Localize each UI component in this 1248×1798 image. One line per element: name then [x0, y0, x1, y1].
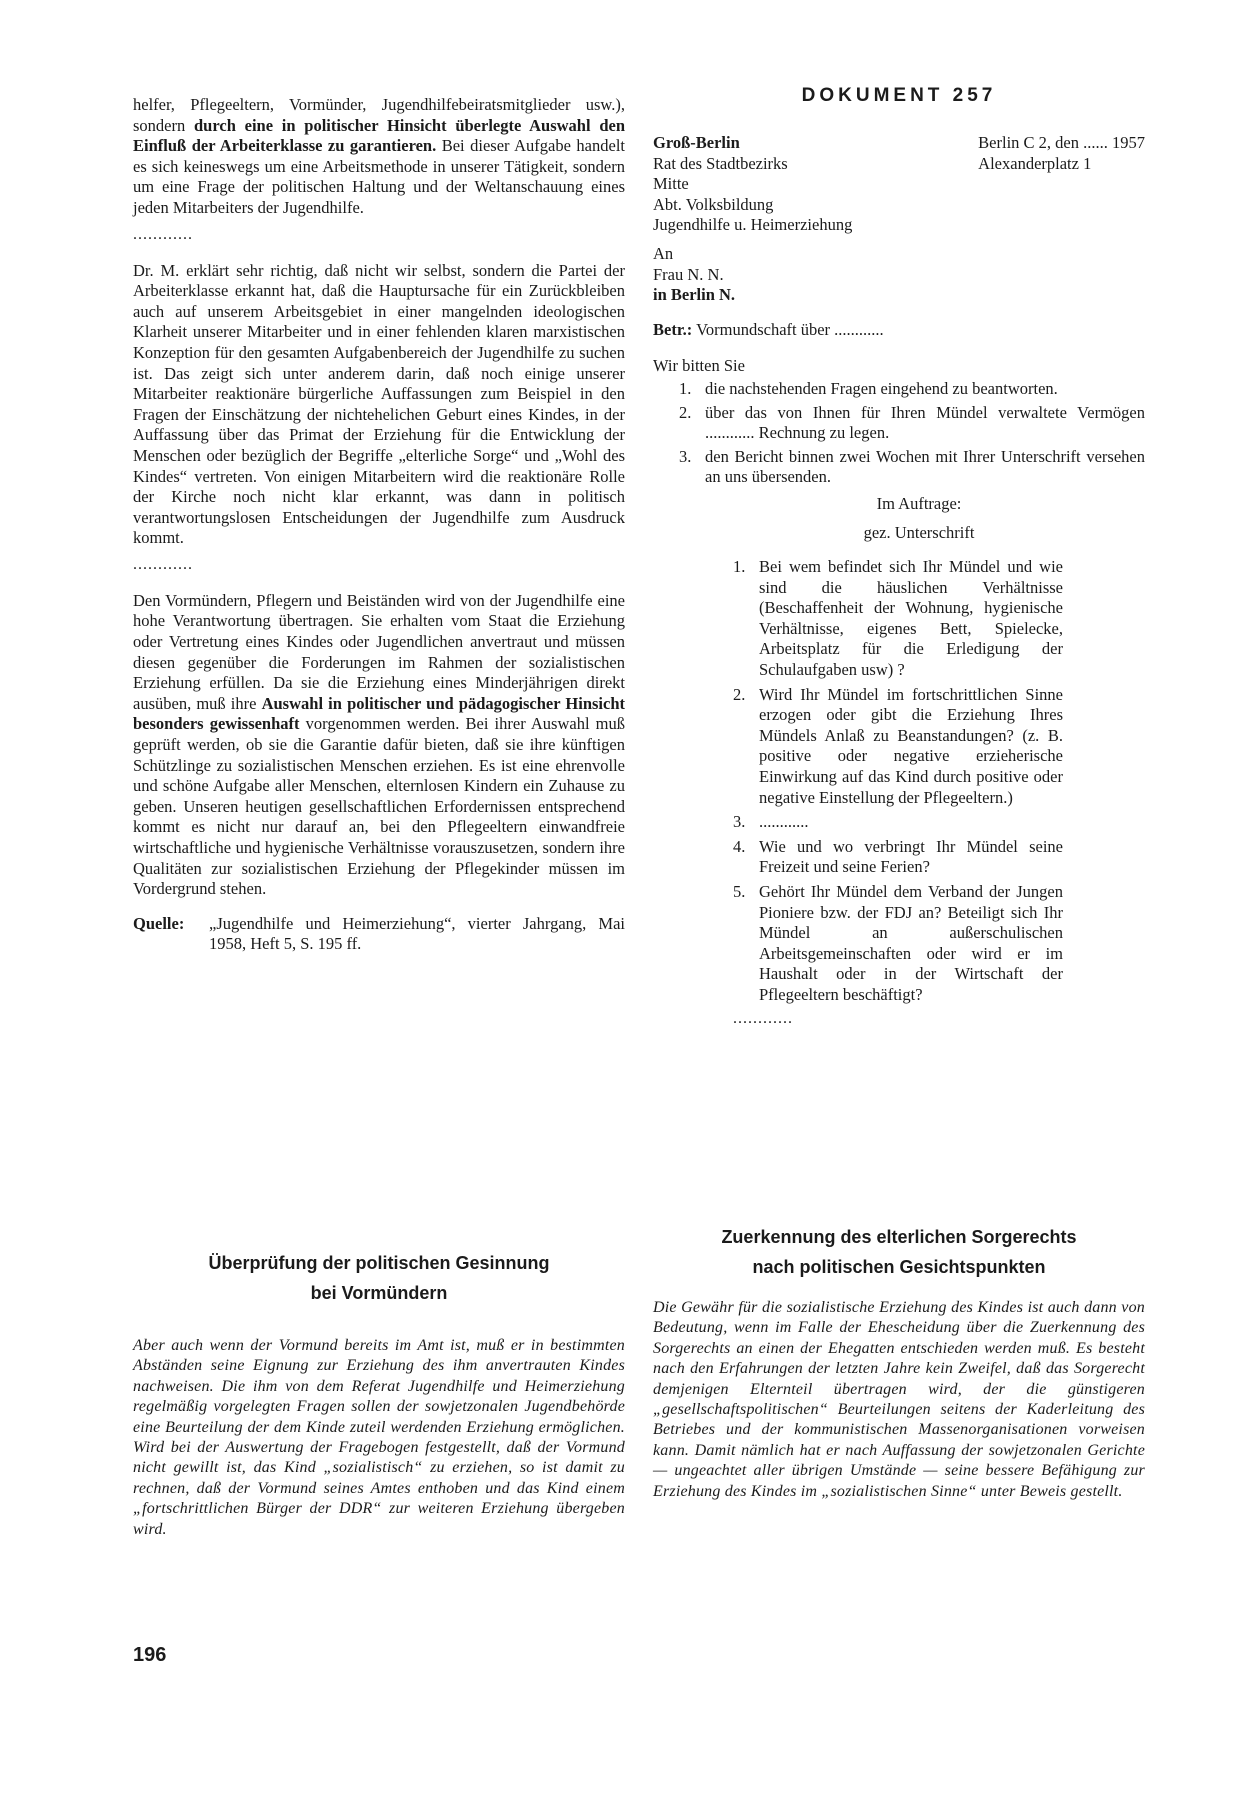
- signature-line: gez. Unterschrift: [863, 522, 975, 542]
- italic-commentary: Die Gewähr für die sozialistische Erziehung des Kindes ist auch dann von Bedeutung, wenn im Falle der Ehescheidung über die Zuerkennung des Sorgerechts an einen der Ehegatten entschieden werden muß. Es besteht nach den Erfahrungen der letzten Jahre kein Zweifel, daß das Sorgerecht demjenigen Elternteil übertragen wird, der die günstigeren „gesellschaftspolitischen“ Beurteilungen seitens der Kaderleitung des Betriebes und der kommunistischen Massenorganisationen vorweisen kann. Damit nämlich hat er nach Auffassung der sowjetzonalen Gerichte — ungeachtet aller übrigen Umstände — seine bessere Befähigung zur Erziehung des Kindes im „sozialistischen Sinne“ unter Beweis gestellt.: [653, 1299, 1145, 1500]
- left-column: [133, 95, 625, 955]
- on-behalf-line: Im Auftrage:: [876, 493, 962, 513]
- list-item: 5. Gehört Ihr Mündel dem Verband der Jungen Pioniere bzw. der FDJ an? Beteiligt sich Ihr Mündel an außerschulischen Arbeitsgemeinschaften oder wird er im Haushalt oder in der Wirtschaft der Pflegeeltern beschäftigt?: [733, 882, 1063, 1004]
- right-column: [653, 85, 1145, 1028]
- ellipsis-divider: ............: [133, 225, 193, 243]
- section-heading: Zuerkennung des elterlichen Sorgerechts nach politischen Gesichtspunkten: [721, 1227, 1077, 1277]
- subject-line: Betr.: Vormundschaft über ............: [653, 319, 884, 339]
- ellipsis-divider: ............: [133, 555, 193, 573]
- recipient-block: An Frau N. N. in Berlin N.: [653, 243, 736, 305]
- right-section: [653, 1222, 1145, 1502]
- paragraph-1: helfer, Pflegeeltern, Vormünder, Jugendhilfebeiratsmitglieder usw.), sondern durch eine in politischer Hinsicht überlegte Auswahl den Einfluß der Arbeiterklasse zu garantieren. Bei dieser Aufgabe handelt es sich keineswegs um eine Arbeitsmethode in unserer Tätigkeit, sondern um eine Frage der politischen Haltung und der Weltanschauung eines jeden Mitarbeiters der Jugendhilfe.: [133, 95, 625, 217]
- section-heading: Überprüfung der politischen Gesinnung bei Vormündern: [208, 1253, 550, 1303]
- letter-header: [653, 133, 1145, 236]
- place-date-block: Berlin C 2, den ...... 1957 Alexanderplatz 1: [978, 133, 1145, 173]
- request-list: [653, 379, 1145, 488]
- list-item: 3. ............: [733, 812, 809, 832]
- request-intro: Wir bitten Sie: [653, 356, 745, 376]
- sender-block: Groß-Berlin Rat des Stadtbezirks Mitte Abt. Volksbildung Jugendhilfe u. Heimerziehung: [653, 133, 853, 235]
- source-citation: [133, 914, 625, 955]
- document-title: DOKUMENT 257: [801, 85, 997, 106]
- italic-commentary: Aber auch wenn der Vormund bereits im Amt ist, muß er in bestimmten Abständen seine Eignung zur Erziehung des ihm anvertrauten Kindes nachweisen. Die ihm von dem Referat Jugendhilfe und Heimerziehung regelmäßig vorgelegten Fragen sollen der sowjetzonalen Jugendbehörde eine Beurteilung der dem Kinde zuteil werdenden Erziehung ermöglichen. Wird bei der Auswertung der Fragebogen festgestellt, daß der Vormund nicht gewillt ist, das Kind „sozialistisch“ zu erziehen, so ist damit zu rechnen, daß der Vormund seines Amtes enthoben und das Kind einem „fortschrittlichen Bürger der DDR“ zur weiteren Erziehung übergeben wird.: [133, 1337, 625, 1538]
- list-item: 2. über das von Ihnen für Ihren Mündel verwaltete Vermögen ............ Rechnung zu legen.: [679, 402, 1145, 443]
- list-item: 4. Wie und wo verbringt Ihr Mündel seine Freizeit und seine Ferien?: [733, 836, 1063, 877]
- paragraph-2: Dr. M. erklärt sehr richtig, daß nicht wir selbst, sondern die Partei der Arbeiterklasse erkannt hat, daß die Hauptursache für ein Zurückbleiben auch auf unserem Arbeitsgebiet in einer mangelnden ideologischen Klarheit unserer Mitarbeiter und in einer fehlenden klaren marxistischen Konzeption für den gesamten Aufgabenbereich der Jugendhilfe zu suchen ist. Das zeigt sich unter anderem darin, daß noch einige unserer Mitarbeiter reaktionäre bürgerliche Auffassungen zum Beispiel in den Fragen der Einschätzung der nichtehelichen Geburt eines Kindes, in der Auffassung über das Primat der Erziehung für die Entwicklung der Menschen oder bezüglich der Begriffe „elterliche Sorge“ und „Wohl des Kindes“ vertreten. Von einigen Mitarbeitern wird die reaktionäre Rolle der Kirche noch nicht klar erkannt, was dann in politisch verantwortungslosen Entscheidungen der Jugendhilfe zum Ausdruck kommt.: [133, 260, 625, 548]
- paragraph-3: Den Vormündern, Pflegern und Beiständen wird von der Jugendhilfe eine hohe Verantwortung übertragen. Sie erhalten vom Staat die Erziehung oder Vertretung eines Kindes oder Jugendlichen anvertraut und müssen diesen gegenüber die Forderungen im Rahmen der sozialistischen Erziehung erfüllen. Da sie die Erziehung eines Minderjährigen direkt ausüben, muß ihre Auswahl in politischer und pädagogischer Hinsicht besonders gewissenhaft vorgenommen werden. Bei ihrer Auswahl muß geprüft werden, ob sie die Garantie dafür bieten, daß sie ihre künftigen Schützlinge zu sozialistischen Menschen erziehen. Es ist eine ehrenvolle und schöne Aufgabe aller Menschen, elternlosen Kindern ein Zuhause zu geben. Unseren heutigen gesellschaftlichen Erfordernissen entsprechend kommt es nicht nur darauf an, bei den Pflegeeltern einwandfreie wirtschaftliche und hygienische Verhältnisse vorauszusetzen, sondern ihre Qualitäten zur sozialistischen Erziehung der Pflegekinder müssen im Vordergrund stehen.: [133, 590, 625, 899]
- bold-passage: Auswahl in politischer und pädagogischer Hinsicht besonders gewissenhaft: [133, 693, 625, 734]
- list-item: 3. den Bericht binnen zwei Wochen mit Ihrer Unterschrift versehen an uns übersenden.: [679, 446, 1145, 487]
- ellipsis-divider: ............: [733, 1009, 793, 1027]
- list-item: 2. Wird Ihr Mündel im fortschrittlichen Sinne erzogen oder gibt die Erziehung Ihres Mündels Anlaß zu Beanstandungen? (z. B. positive oder negative erzieherische Einwirkung auf das Kind durch positive oder negative Einstellung der Pflegeeltern.): [733, 684, 1063, 807]
- question-list: [653, 557, 1063, 1005]
- source-text: „Jugendhilfe und Heimerziehung“, vierter Jahrgang, Mai 1958, Heft 5, S. 195 ff.: [209, 913, 625, 954]
- page-number: 196: [133, 1644, 167, 1666]
- list-item: 1. Bei wem befindet sich Ihr Mündel und wie sind die häuslichen Verhältnisse (Beschaffenheit der Wohnung, hygienische Verhältnisse, eigenes Bett, Spielecke, Arbeitsplatz für die Erledigung der Schulaufgaben usw) ?: [733, 557, 1063, 680]
- source-label: Quelle:: [133, 913, 185, 933]
- left-section: [133, 1248, 625, 1540]
- bold-passage: durch eine in politischer Hinsicht überlegte Auswahl den Einfluß der Arbeiterklasse zu garantieren.: [133, 115, 625, 156]
- list-item: 1. die nachstehenden Fragen eingehend zu beantworten.: [679, 378, 1058, 398]
